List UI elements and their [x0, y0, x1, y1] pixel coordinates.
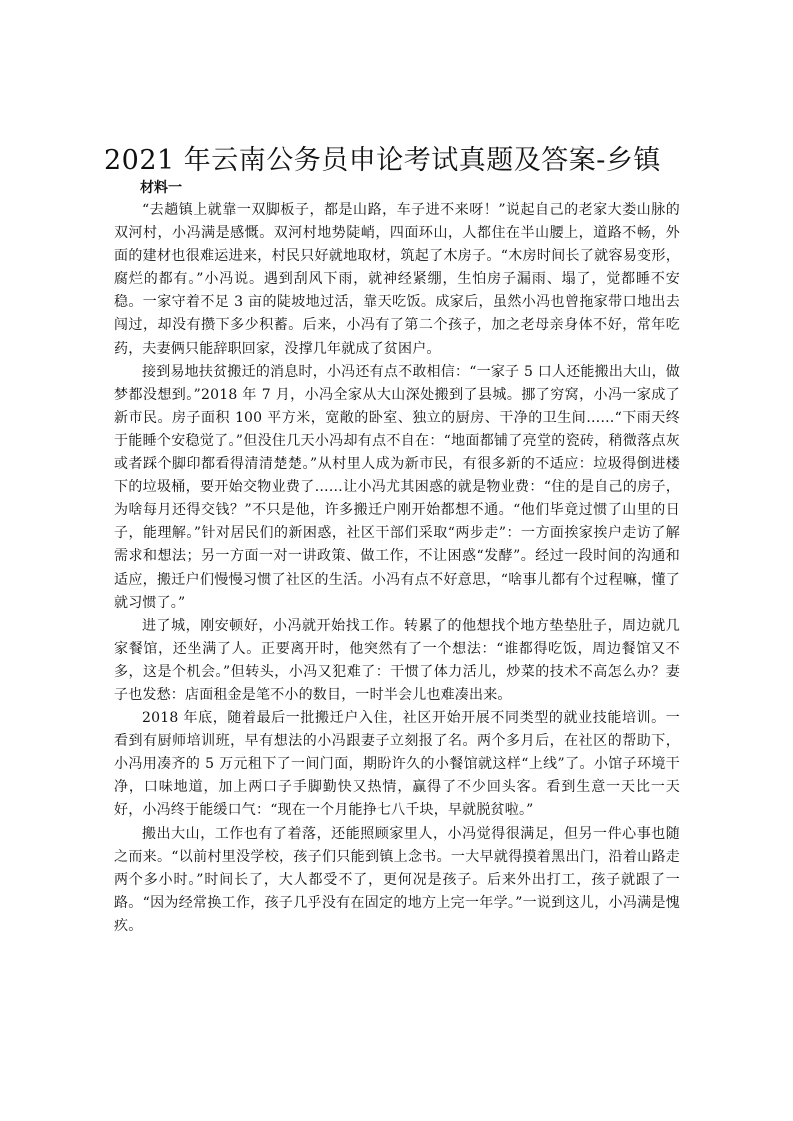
document-body: [114, 199, 680, 938]
paragraph: 接到易地扶贫搬迁的消息时，小冯还有点不敢相信：“一家子 5 口人还能搬出大山，做梦都没想到。”2018 年 7 月，小冯全家从大山深处搬到了县城。挪了穷窝，小冯一家成了新市民。房子面积 100 平方米，宽敞的卧室、独立的厨房、干净的卫生间……“下雨天终于能睡个安稳觉了。”但没住几天小冯却有点不自在：“地面都铺了亮堂的瓷砖，稍微落点灰或者踩个脚印都看得清清楚楚。”从村里人成为新市民，有很多新的不适应：垃圾得倒进楼下的垃圾桶，要开始交物业费了……让小冯尤其困惑的就是物业费：“住的是自己的房子，为啥每月还得交钱？”不只是他，许多搬迁户刚开始都想不通。“他们毕竟过惯了山里的日子，能理解。”针对居民们的新困惑，社区干部们采取“两步走”：一方面挨家挨户走访了解需求和想法；另一方面一对一讲政策、做工作，不让困惑“发酵”。经过一段时间的沟通和适应，搬迁户们慢慢习惯了社区的生活。小冯有点不好意思，“啥事儿都有个过程嘛，懂了就习惯了。”: [114, 363, 680, 611]
paragraph: 搬出大山，工作也有了着落，还能照顾家里人，小冯觉得很满足，但另一件心事也随之而来。“以前村里没学校，孩子们只能到镇上念书。一大早就得摸着黑出门，沿着山路走两个多小时。”时间长了，大人都受不了，更何况是孩子。后来外出打工，孩子就跟了一路。“因为经常换工作，孩子几乎没有在固定的地方上完一年学。”一说到这儿，小冯满是愧疚。: [114, 825, 680, 934]
paragraph: “去趟镇上就靠一双脚板子，都是山路，车子进不来呀！”说起自己的老家大娄山脉的双河村，小冯满是感慨。双河村地势陡峭，四面环山，人都住在半山腰上，道路不畅，外面的建材也很难运进来，村民只好就地取材，筑起了木房子。“木房时间长了就容易变形，腐烂的都有。”小冯说。遇到刮风下雨，就神经紧绷，生怕房子漏雨、塌了，觉都睡不安稳。一家守着不足 3 亩的陡坡地过活，靠天吃饭。成家后，虽然小冯也曾拖家带口地出去闯过，却没有攒下多少积蓄。后来，小冯有了第二个孩子，加之老母亲身体不好，常年吃药，夫妻俩只能辞职回家，没撑几年就成了贫困户。: [114, 202, 680, 357]
paragraph: 进了城，刚安顿好，小冯就开始找工作。转累了的他想找个地方垫垫肚子，周边就几家餐馆，还坐满了人。正要离开时，他突然有了一个想法：“谁都得吃饭，周边餐馆又不多，这是个机会。”但转头，小冯又犯难了：干惯了体力活儿，炒菜的技术不高怎么办？妻子也发愁：店面租金是笔不小的数目，一时半会儿也难凑出来。: [114, 617, 680, 703]
paragraph: 2018 年底，随着最后一批搬迁户入住，社区开始开展不同类型的就业技能培训。一看到有厨师培训班，早有想法的小冯跟妻子立刻报了名。两个多月后，在社区的帮助下，小冯用凑齐的 5 万元租下了一间门面，期盼许久的小餐馆就这样“上线”了。小馆子环境干净，口味地道，加上两口子手脚勤快又热情，赢得了不少回头客。看到生意一天比一天好，小冯终于能缓口气：“现在一个月能挣七八千块，早就脱贫啦。”: [114, 710, 680, 819]
document-title: 2021 年云南公务员申论考试真题及答案-乡镇: [104, 145, 661, 176]
section-heading: 材料一: [140, 180, 182, 196]
